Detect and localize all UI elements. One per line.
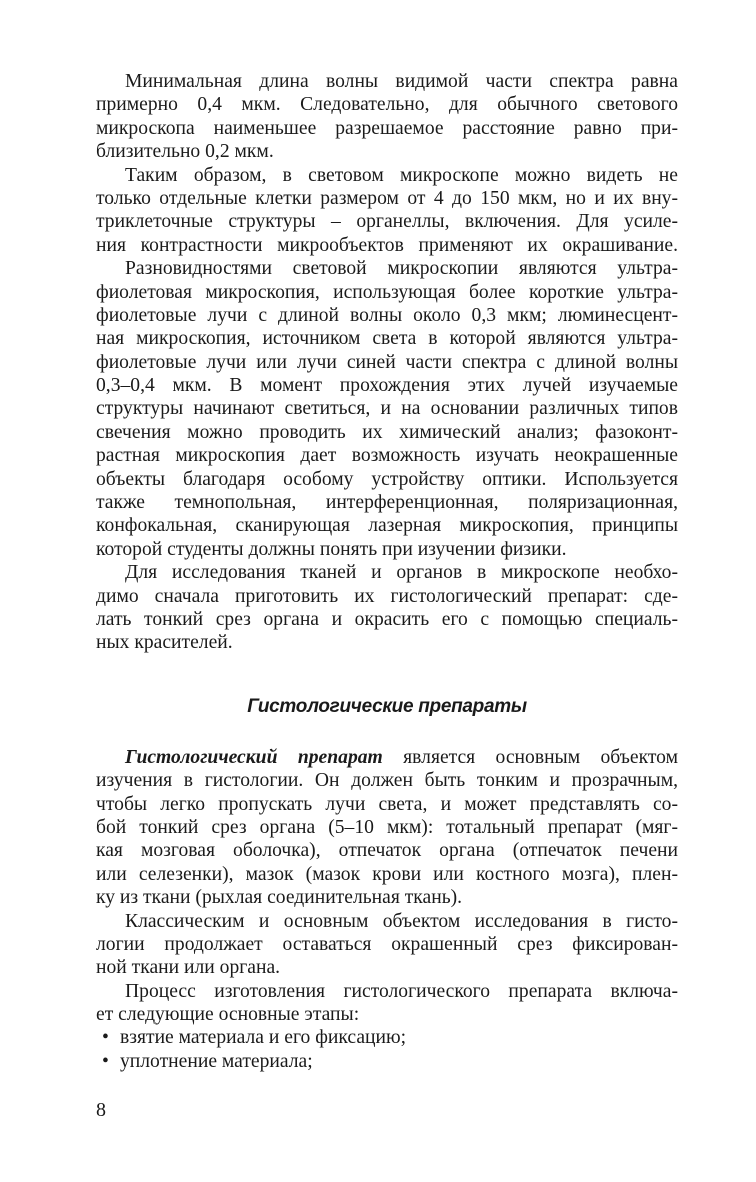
list-item [96,1050,678,1073]
text-line: Классическим и основным объектом исследования в гисто- [125,910,678,932]
text-line: объекты благодаря особому устройству оптики. Используется [96,468,678,490]
text-line: которой студенты должны понять при изучении физики. [96,538,567,560]
text-line: Минимальная длина волны видимой части спектра равна [125,71,678,92]
text-line: Разновидностями световой микроскопии являются ультра- [125,258,678,280]
text-line: бой тонкий срез органа (5–10 мкм): тотальный препарат (мяг- [96,816,678,838]
text-line: Таким образом, в световом микроскопе можно видеть не [125,164,678,186]
text-line: кая мозговая оболочка), отпечаток органа (отпечаток печени [96,840,678,862]
bullet-icon: • [102,1027,109,1049]
text-line: или селезенки), мазок (мазок крови или костного мозга), плен- [96,863,678,885]
text-line: ных красителей. [96,632,233,654]
text-line: ная микроскопия, источником света в которой являются ультра- [96,328,678,350]
text-line: фиолетовые лучи или лучи синей части спектра с длиной волны [96,351,678,373]
paragraph-microscopy-types [96,257,678,561]
list-item [96,1026,678,1049]
text-line: фиолетовая микроскопия, использующая более короткие ультра- [96,281,678,303]
section-heading: Гистологические препараты [247,695,527,717]
text-line: лать тонкий срез органа и окрасить его с помощью специаль- [96,608,678,630]
text-line: конфокальная, сканирующая лазерная микроскопия, принципы [96,515,678,537]
text-line: ния контрастности микрообъектов применяют их окрашивание. [96,234,678,256]
text-line: логии продолжает оставаться окрашенный срез фиксирован- [96,933,678,955]
list-item-text: уплотнение материала; [120,1050,313,1072]
text-line: изучения в гистологии. Он должен быть тонким и прозрачным, [96,770,678,792]
bullet-icon: • [102,1050,109,1072]
text-line [96,746,678,769]
text-line: микроскопа наименьшее разрешаемое расстояние равно при- [96,117,678,139]
term-line-rest: является основным объектом [382,746,678,768]
text-line: фиолетовые лучи с длиной волны около 0,3 мкм; люминесцент- [96,304,678,326]
text-line: димо сначала приготовить их гистологический препарат: сде- [96,585,678,607]
paragraph-histological-specimen [96,746,678,910]
text-line: близительно 0,2 мкм. [96,141,274,163]
text-line: структуры начинают светиться, и на основании различных типов [96,398,678,420]
text-line: 0,3–0,4 мкм. В момент прохождения этих лучей изучаемые [96,375,678,397]
text-line: Для исследования тканей и органов в микроскопе необхо- [125,562,678,584]
paragraph-classical-object [96,910,678,980]
term-bold-italic: Гистологический препарат [125,746,383,768]
text-line: ку из ткани (рыхлая соединительная ткань). [96,887,463,909]
text-line: свечения можно проводить их химический анализ; фазоконт- [96,421,678,443]
page-body [96,70,678,1073]
text-line: примерно 0,4 мкм. Следовательно, для обычного светового [96,94,678,116]
paragraph-preparation-intro [96,561,678,655]
text-line: чтобы легко пропускать лучи света, и может представлять со- [96,793,678,815]
text-line: триклеточные структуры – органеллы, включения. Для усиле- [96,211,678,233]
text-line: Процесс изготовления гистологического препарата включа- [125,980,678,1002]
paragraph-process-stages [96,980,678,1027]
text-line: только отдельные клетки размером от 4 до 150 мкм, но и их вну- [96,187,678,209]
text-line: ной ткани или органа. [96,957,281,979]
list-item-text: взятие материала и его фиксацию; [120,1027,407,1049]
stages-list [96,1026,678,1073]
text-line: также темнопольная, интерференционная, поляризационная, [96,492,678,514]
text-line: растная микроскопия дает возможность изучать неокрашенные [96,445,678,467]
paragraph-resolution [96,70,678,164]
page-number: 8 [96,1099,106,1121]
text-line: ет следующие основные этапы: [96,1004,360,1026]
paragraph-visible-structures [96,164,678,258]
